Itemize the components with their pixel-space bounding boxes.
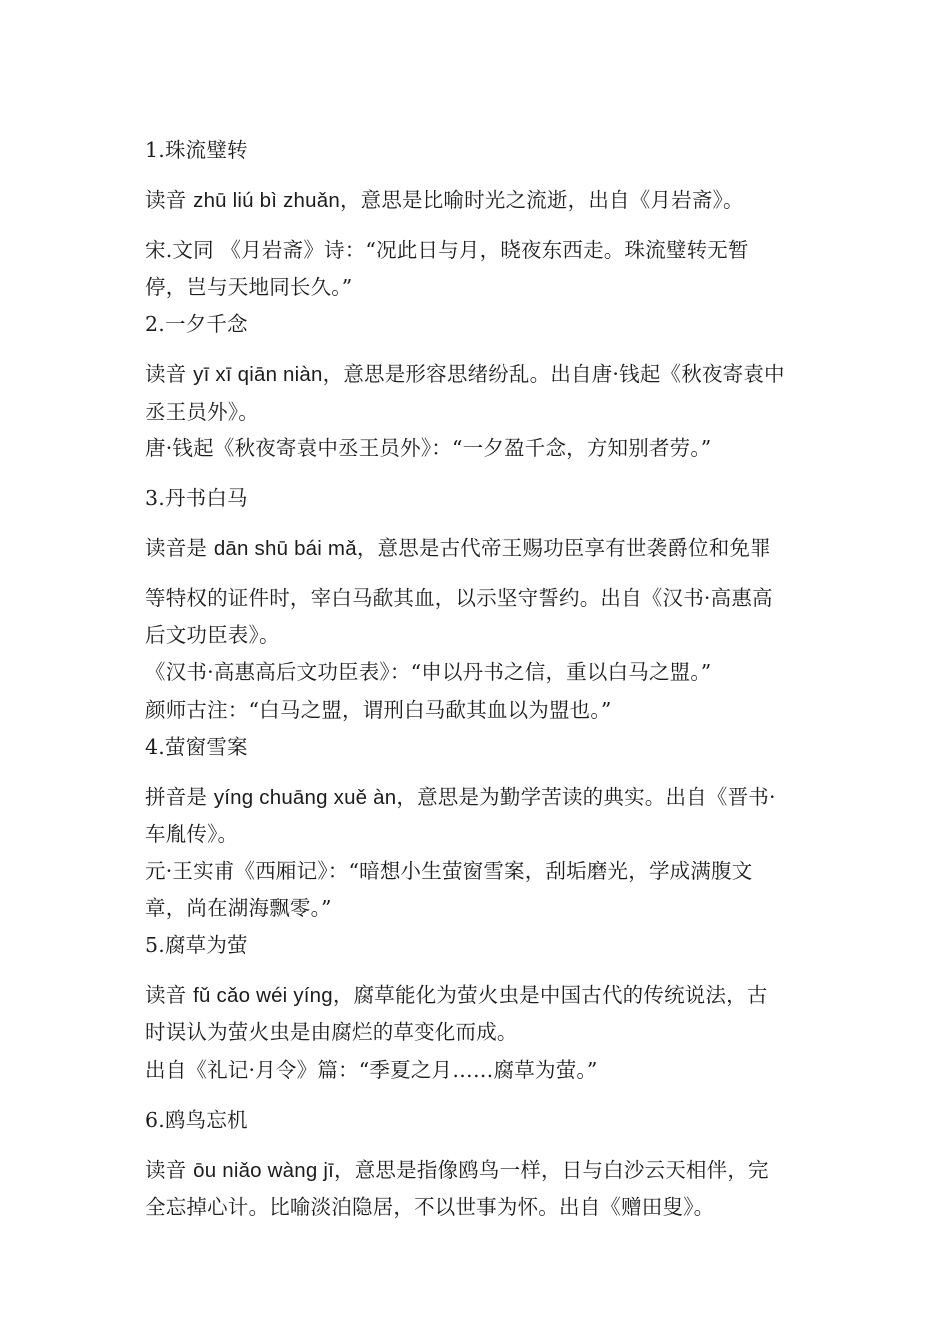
entry-meaning: 拼音是 yíng chuāng xuě àn，意思是为勤学苦读的典实。出自《晋书·: [145, 785, 776, 809]
pinyin: ōu niǎo wàng jī: [193, 1159, 335, 1182]
entry-heading: 3.丹书白马: [145, 486, 248, 510]
entry-quote: 出自《礼记·月令》篇：“季夏之月……腐草为萤。”: [145, 1058, 598, 1082]
entry-quote: 《汉书·高惠高后文功臣表》：“申以丹书之信，重以白马之盟。”: [145, 660, 712, 684]
entry-quote: 章，尚在湖海飘零。”: [145, 896, 332, 920]
entry-quote: 颜师古注：“白马之盟，谓刑白马歃其血以为盟也。”: [145, 698, 612, 722]
entry-quote: 唐·钱起《秋夜寄袁中丞王员外》：“一夕盈千念，方知别者劳。”: [145, 436, 712, 460]
entry-meaning: 读音 fǔ cǎo wéi yíng，腐草能化为萤火虫是中国古代的传统说法，古: [145, 983, 768, 1007]
entry-heading: 2.一夕千念: [145, 312, 248, 336]
pinyin: fǔ cǎo wéi yíng: [193, 984, 333, 1007]
entry-meaning-cont: 丞王员外》。: [145, 400, 259, 424]
pinyin: zhū liú bì zhuǎn: [193, 189, 340, 212]
entry-meaning-cont: 全忘掉心计。比喻淡泊隐居，不以世事为怀。出自《赠田叟》。: [145, 1195, 715, 1219]
entry-meaning-cont: 时误认为萤火虫是由腐烂的草变化而成。: [145, 1020, 518, 1044]
pinyin: dān shū bái mǎ: [213, 537, 357, 560]
pinyin: yī xī qiān niàn: [193, 363, 323, 386]
entry-meaning: 读音 yī xī qiān niàn，意思是形容思绪纷乱。出自唐·钱起《秋夜寄袁中: [145, 362, 785, 386]
entry-quote: 元·王实甫《西厢记》：“暗想小生萤窗雪案，刮垢磨光，学成满腹文: [145, 859, 753, 883]
entry-heading: 1.珠流璧转: [145, 138, 248, 162]
entry-heading: 5.腐草为萤: [145, 933, 248, 957]
entry-quote: 宋.文同 《月岩斋》诗：“况此日与月，晓夜东西走。珠流璧转无暂: [145, 238, 749, 262]
entry-meaning-cont: 后文功臣表》。: [145, 623, 280, 647]
entry-heading: 4.萤窗雪案: [145, 735, 248, 759]
entry-meaning: 读音 ōu niǎo wàng jī，意思是指像鸥鸟一样，日与白沙云天相伴，完: [145, 1158, 769, 1182]
entry-heading: 6.鸥鸟忘机: [145, 1108, 248, 1132]
entry-meaning: 读音 zhū liú bì zhuǎn，意思是比喻时光之流逝，出自《月岩斋》。: [145, 188, 744, 212]
entry-meaning-cont: 等特权的证件时，宰白马歃其血，以示坚守誓约。出自《汉书·高惠高: [145, 586, 773, 610]
entry-meaning-cont: 车胤传》。: [145, 822, 239, 846]
entry-meaning: 读音是 dān shū bái mǎ，意思是古代帝王赐功臣享有世袭爵位和免罪: [145, 536, 771, 560]
entry-quote: 停，岂与天地同长久。”: [145, 275, 353, 299]
pinyin: yíng chuāng xuě àn: [213, 786, 397, 809]
